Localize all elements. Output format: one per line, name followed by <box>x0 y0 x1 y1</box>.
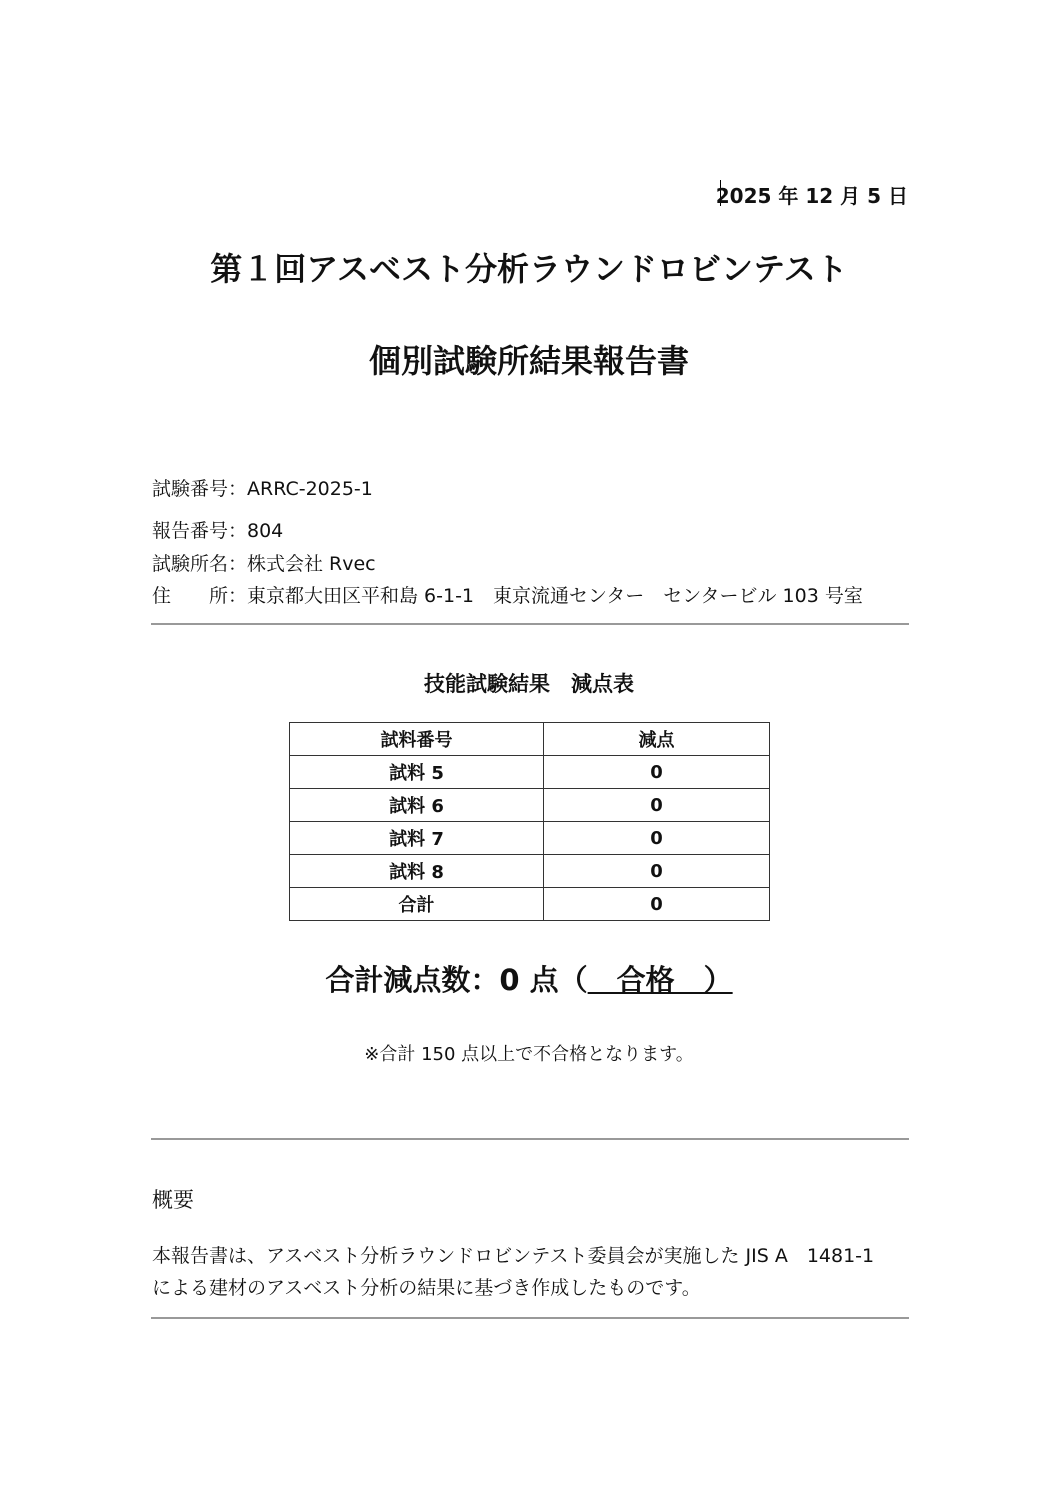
deduction-cell: 0 <box>544 822 770 855</box>
total-deduction-label: 合計減点数：0 点（ <box>325 963 588 997</box>
summary-line: による建材のアスベスト分析の結果に基づき作成したものです。 <box>152 1277 701 1299</box>
pass-result: 合格 ） <box>587 963 733 997</box>
table-title: 技能試験結果 減点表 <box>424 672 634 696</box>
total-deduction <box>0 958 1058 999</box>
deduction-cell: 0 <box>544 855 770 888</box>
document-title: 第１回アスベスト分析ラウンドロビンテスト <box>210 250 848 288</box>
column-header: 減点 <box>544 723 770 756</box>
summary-text <box>152 1240 912 1304</box>
divider <box>151 623 909 625</box>
column-header: 試料番号 <box>290 723 544 756</box>
document-subtitle: 個別試験所結果報告書 <box>368 342 689 380</box>
report-date: 2025 年 12 月 5 日 <box>715 184 908 208</box>
deduction-cell: 0 <box>544 789 770 822</box>
sample-cell: 試料 7 <box>290 822 544 855</box>
score-table <box>289 722 770 921</box>
table-header-row <box>290 723 770 756</box>
lab-address: 住 所：東京都大田区平和島 6-1-1 東京流通センター センタービル 103 号室 <box>152 585 863 607</box>
summary-line: 本報告書は、アスベスト分析ラウンドロビンテスト委員会が実施した JIS A 1481-1 <box>152 1245 875 1267</box>
test-number: 試験番号：ARRC-2025-1 <box>152 478 373 500</box>
lab-name: 試験所名：株式会社 Rvec <box>152 553 376 575</box>
fail-threshold-note: ※合計 150 点以上で不合格となります。 <box>364 1044 694 1065</box>
summary-heading: 概要 <box>152 1188 194 1212</box>
sample-cell: 試料 8 <box>290 855 544 888</box>
table-row <box>290 822 770 855</box>
sample-cell: 試料 5 <box>290 756 544 789</box>
divider <box>151 1138 909 1140</box>
deduction-cell: 0 <box>544 756 770 789</box>
report-number: 報告番号：804 <box>152 520 284 542</box>
table-row-total <box>290 888 770 921</box>
divider <box>151 1317 909 1319</box>
deduction-cell: 0 <box>544 888 770 921</box>
table-row <box>290 756 770 789</box>
sample-cell: 試料 6 <box>290 789 544 822</box>
sample-cell: 合計 <box>290 888 544 921</box>
table-row <box>290 789 770 822</box>
table-row <box>290 855 770 888</box>
